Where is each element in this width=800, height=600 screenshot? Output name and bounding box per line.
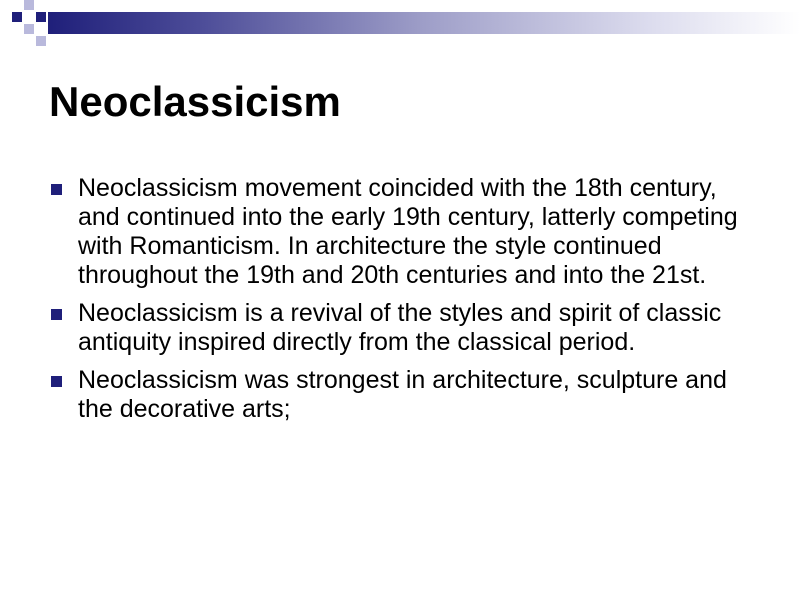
bullet-list bbox=[48, 174, 758, 433]
decor-square bbox=[12, 12, 22, 22]
slide-title: Neoclassicism bbox=[49, 78, 341, 125]
bullet-item bbox=[48, 174, 758, 290]
decor-square bbox=[36, 36, 46, 46]
decor-square bbox=[24, 0, 34, 10]
bullet-text: Neoclassicism is a revival of the styles and spirit of classic antiquity inspired directly from the classical period. bbox=[78, 299, 722, 356]
square-bullet-icon bbox=[51, 309, 62, 320]
decor-square bbox=[24, 24, 34, 34]
bullet-item bbox=[48, 299, 758, 357]
square-bullet-icon bbox=[51, 376, 62, 387]
header-gradient-bar bbox=[48, 12, 800, 34]
bullet-text: Neoclassicism was strongest in architecture, sculpture and the decorative arts; bbox=[78, 366, 727, 423]
header-decoration bbox=[0, 0, 800, 50]
bullet-text: Neoclassicism movement coincided with the 18th century, and continued into the early 19th century, latterly competing with Romanticism. In architecture the style continued throughout the 19th and 20th centuries and into the 21st. bbox=[78, 174, 738, 289]
bullet-item bbox=[48, 366, 758, 424]
decor-square bbox=[36, 12, 46, 22]
square-bullet-icon bbox=[51, 184, 62, 195]
